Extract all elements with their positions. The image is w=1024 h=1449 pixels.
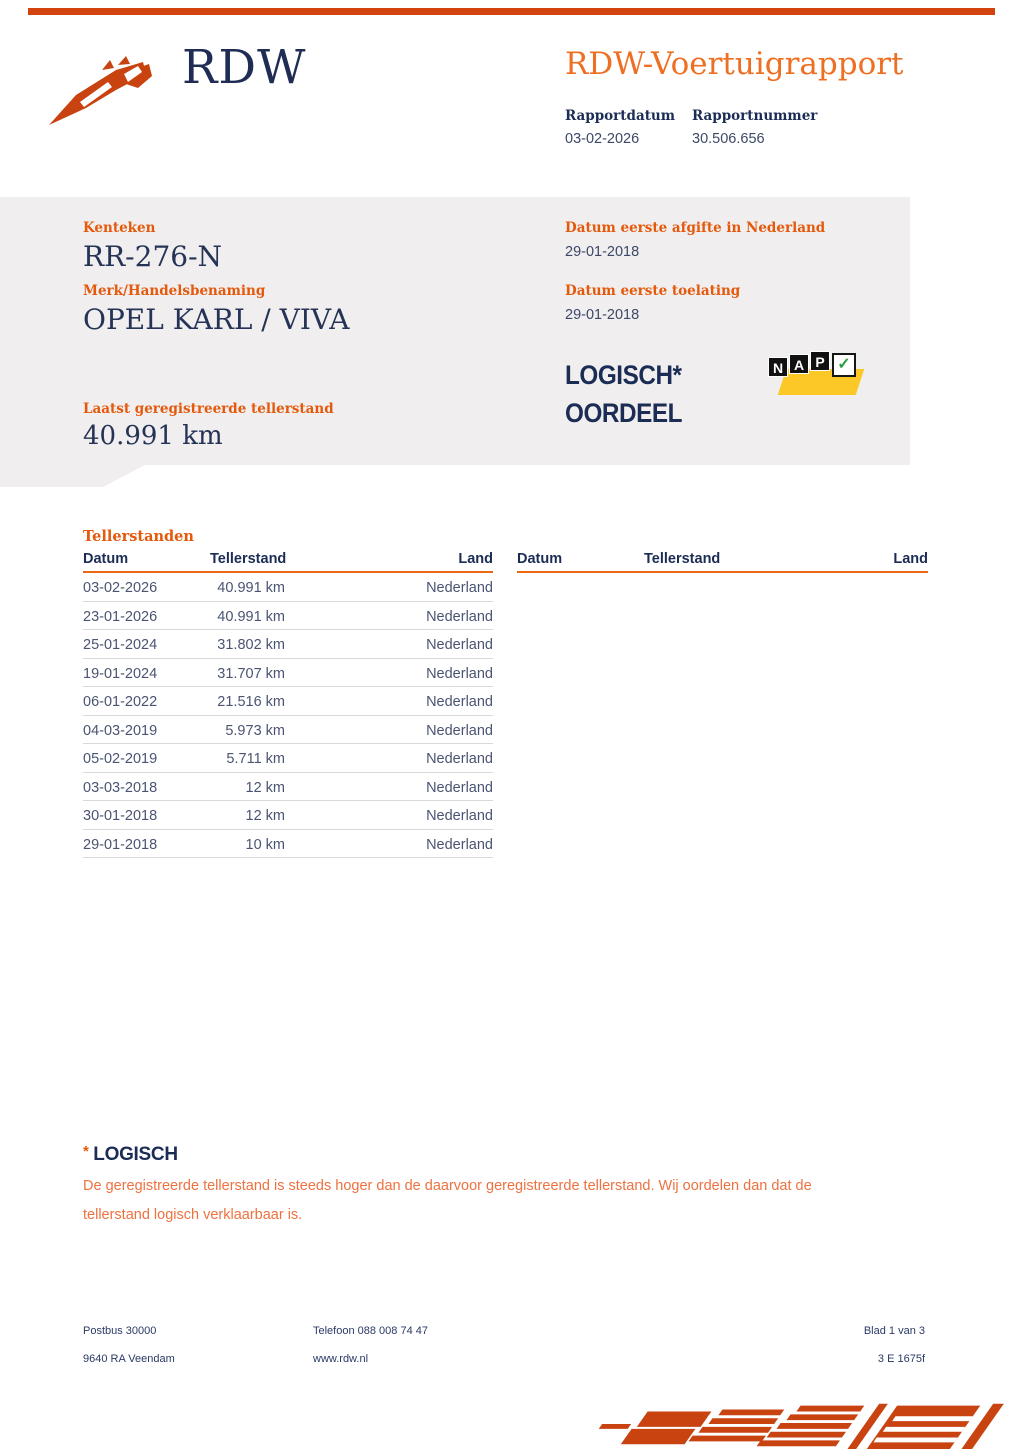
cell-tellerstand: 12 km	[245, 808, 285, 824]
footnote-asterisk: *	[83, 1143, 89, 1160]
footer-page-number: Blad 1 van 3	[863, 1325, 925, 1337]
col-header-datum: Datum	[517, 551, 563, 567]
table-row	[83, 659, 493, 688]
cell-tellerstand: 40.991 km	[217, 580, 285, 596]
table-row	[83, 801, 493, 830]
report-number-label: Rapportnummer	[692, 108, 818, 124]
report-date-label: Rapportdatum	[565, 108, 676, 124]
cell-datum: 04-03-2019	[83, 722, 158, 739]
nap-letter-n: N	[768, 357, 788, 377]
cell-datum: 30-01-2018	[83, 808, 158, 824]
cell-tellerstand: 5.973 km	[225, 722, 285, 739]
cell-tellerstand: 10 km	[245, 836, 285, 853]
kenteken-value: RR-276-N	[83, 240, 223, 273]
cell-datum: 03-02-2026	[83, 580, 158, 596]
rdw-logo-icon	[45, 50, 167, 128]
nap-logo	[768, 349, 868, 397]
table-row	[83, 630, 493, 659]
oordeel-verdict	[565, 356, 682, 432]
col-header-land: Land	[458, 551, 493, 567]
cell-land: Nederland	[426, 580, 493, 596]
col-header-datum: Datum	[83, 551, 129, 567]
table-row	[83, 716, 493, 745]
nap-letter-p: P	[810, 351, 830, 371]
cell-land: Nederland	[426, 779, 493, 796]
cell-tellerstand: 31.707 km	[217, 665, 285, 682]
nap-checkmark-icon: ✓	[832, 353, 856, 377]
cell-tellerstand: 31.802 km	[217, 637, 285, 653]
cell-datum: 06-01-2022	[83, 694, 158, 710]
footer-form-code: 3 E 1675f	[877, 1353, 925, 1365]
table-row	[83, 573, 493, 602]
report-number-value: 30.506.656	[692, 131, 765, 147]
footnote-title	[83, 1143, 178, 1166]
nap-letter-a: A	[789, 354, 809, 374]
tellerstanden-section-title: Tellerstanden	[83, 528, 194, 545]
top-accent-bar	[28, 8, 995, 15]
col-header-tellerstand: Tellerstand	[644, 551, 721, 567]
col-header-tellerstand: Tellerstand	[210, 551, 287, 567]
table-row	[83, 773, 493, 802]
cell-tellerstand: 40.991 km	[217, 608, 285, 625]
table-header-row	[517, 551, 928, 573]
table-row	[83, 830, 493, 859]
kenteken-label: Kenteken	[83, 220, 156, 236]
footnote-text: De geregistreerde tellerstand is steeds hoger dan de daarvoor geregistreerde tellerstand. Wij oordelen dan dat de tellerstand logisch verklaarbaar is.	[83, 1178, 812, 1223]
cell-tellerstand: 5.711 km	[226, 751, 285, 767]
footer-address-line1: Postbus 30000	[83, 1325, 157, 1337]
page-title: RDW-Voertuigrapport	[565, 46, 904, 82]
odometer-table-right	[517, 551, 928, 573]
cell-datum: 29-01-2018	[83, 836, 158, 853]
afgifte-label: Datum eerste afgifte in Nederland	[565, 220, 826, 236]
cell-datum: 25-01-2024	[83, 637, 158, 653]
merk-label: Merk/Handelsbenaming	[83, 283, 266, 299]
bottom-stripes-graphic	[583, 1398, 1013, 1449]
footer-website: www.rdw.nl	[313, 1353, 369, 1365]
cell-land: Nederland	[426, 751, 493, 767]
cell-datum: 03-03-2018	[83, 779, 158, 796]
toelating-label: Datum eerste toelating	[565, 283, 741, 299]
cell-land: Nederland	[426, 665, 493, 682]
cell-tellerstand: 21.516 km	[217, 694, 285, 710]
rdw-logo-text: RDW	[182, 40, 307, 95]
table-row	[83, 744, 493, 773]
cell-land: Nederland	[426, 722, 493, 739]
cell-land: Nederland	[426, 694, 493, 710]
col-header-land: Land	[893, 551, 928, 567]
table-row	[83, 602, 493, 631]
cell-tellerstand: 12 km	[245, 779, 285, 796]
table-body	[83, 573, 493, 858]
afgifte-value: 29-01-2018	[565, 244, 640, 260]
cell-land: Nederland	[426, 808, 493, 824]
cell-datum: 19-01-2024	[83, 665, 158, 682]
cell-land: Nederland	[426, 608, 493, 625]
cell-datum: 23-01-2026	[83, 608, 158, 625]
toelating-value: 29-01-2018	[565, 307, 640, 323]
oordeel-line2: OORDEEL	[565, 398, 683, 428]
tellerstand-label: Laatst geregistreerde tellerstand	[83, 401, 334, 417]
footer-address-line2: 9640 RA Veendam	[83, 1353, 175, 1365]
cell-datum: 05-02-2019	[83, 751, 158, 767]
merk-value: OPEL KARL / VIVA	[83, 303, 350, 336]
footer-phone: Telefoon 088 008 74 47	[313, 1325, 428, 1337]
report-date-value: 03-02-2026	[565, 131, 640, 147]
footnote-title-text: LOGISCH	[93, 1144, 178, 1165]
tellerstand-value: 40.991 km	[83, 421, 223, 451]
oordeel-line1: LOGISCH*	[565, 360, 682, 390]
table-header-row	[83, 551, 493, 573]
table-row	[83, 687, 493, 716]
cell-land: Nederland	[426, 637, 493, 653]
cell-land: Nederland	[426, 836, 493, 853]
odometer-table-left	[83, 551, 493, 858]
